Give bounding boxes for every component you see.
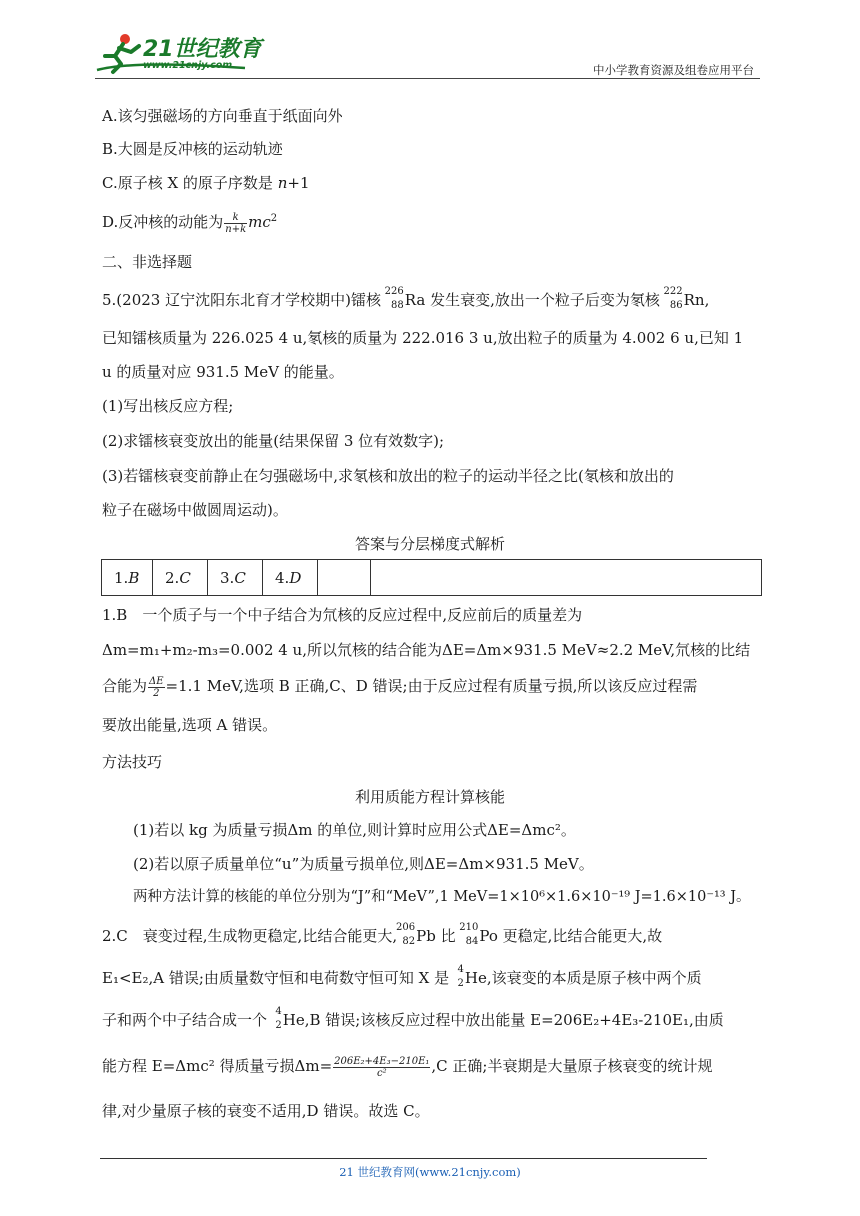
header-divider (95, 78, 760, 79)
answer-table (101, 559, 762, 596)
q5-part-1: (1)写出核反应方程; (102, 397, 234, 415)
header-tagline: 中小学教育资源及组卷应用平台 (593, 63, 754, 77)
fraction: $\frac{k}{n+k}$ (225, 211, 247, 235)
brand-name: 21世纪教育 (143, 37, 262, 62)
s2-line-4: 能方程 E=Δmc² 得质量亏损Δm= $\frac{\text{206E₂+4E₃−210E₁}}{\text{c²}}$ ,C 正确;半衰期是大量原子核衰变的统计规 (102, 1055, 713, 1079)
answer-cell-empty (318, 560, 371, 596)
s1-line-4: 要放出能量,选项 A 错误。 (102, 716, 278, 734)
nuclide-he: 4 2 (275, 1006, 282, 1031)
section-title: 二、非选择题 (102, 253, 193, 271)
q5-part-2: (2)求镭核衰变放出的能量(结果保留 3 位有效数字); (102, 432, 445, 450)
s2-line-5: 律,对少量原子核的衰变不适用,D 错误。故选 C。 (102, 1102, 430, 1120)
answer-cell: 2.C (153, 560, 208, 596)
option-a: A.该匀强磁场的方向垂直于纸面向外 (102, 107, 343, 125)
s2-line-2: E₁<E₂,A 错误;由质量数守恒和电荷数守恒可知 X 是 4 2 He,该衰变的本质是原子核中两个质 (102, 964, 702, 989)
option-c: C.原子核 X 的原子序数是 n+1 (102, 174, 310, 192)
s2-line-1: 2.C 衰变过程,生成物更稳定,比结合能更大, 206 82 Pb 比 210 84 Po 更稳定,比结合能更大,故 (102, 922, 663, 947)
option-d: D.反冲核的动能为 $\frac{k}{n+k}$ $mc^2$ (102, 211, 278, 235)
q5-line-3: u 的质量对应 931.5 MeV 的能量。 (102, 363, 344, 381)
method-title: 利用质能方程计算核能 (354, 788, 505, 806)
answer-cell: 4.D (263, 560, 318, 596)
q5-part-3: (3)若镭核衰变前静止在匀强磁场中,求氡核和放出的粒子的运动半径之比(氡核和放出的 (102, 467, 674, 485)
s2-line-3: 子和两个中子结合成一个 4 2 He,B 错误;该核反应过程中放出能量 E=206E₂+4E₃-210E₁,由质 (102, 1006, 724, 1031)
nuclide-po: 210 84 (459, 922, 479, 947)
q5-line-1: 5.(2023 辽宁沈阳东北育才学校期中)镭核 226 88 Ra 发生衰变,放出一个粒子后变为氡核 222 86 Rn, (102, 286, 710, 311)
fraction: $\frac{\Delta E}{2}$ (149, 675, 164, 699)
footer-link[interactable]: 21 世纪教育网(www.21cnjy.com) (339, 1165, 521, 1179)
nuclide-pb: 206 82 (396, 922, 416, 947)
method-item-2: (2)若以原子质量单位“u”为质量亏损单位,则ΔE=Δm×931.5 MeV。 (133, 855, 594, 873)
s1-line-2: Δm=m₁+m₂-m₃=0.002 4 u,所以氘核的结合能为ΔE=Δm×931.5 MeV≈2.2 MeV,氘核的比结 (102, 641, 751, 659)
q5-line-2: 已知镭核质量为 226.025 4 u,氡核的质量为 222.016 3 u,放出粒子的质量为 4.002 6 u,已知 1 (102, 329, 744, 347)
q5-part-3-cont: 粒子在磁场中做圆周运动)。 (102, 501, 288, 519)
answer-cell: 1.B (102, 560, 153, 596)
answer-cell: 3.C (208, 560, 263, 596)
option-b: B.大圆是反冲核的运动轨迹 (102, 140, 283, 158)
nuclide-ra: 226 88 (384, 286, 404, 311)
s1-line-3: 合能为 $\frac{\Delta E}{2}$ =1.1 MeV,选项 B 正确,C、D 错误;由于反应过程有质量亏损,所以该反应过程需 (102, 675, 698, 699)
s1-line-1: 1.B 一个质子与一个中子结合为氘核的反应过程中,反应前后的质量差为 (102, 606, 583, 624)
fraction: $\frac{\text{206E₂+4E₃−210E₁}}{\text{c²}}$ (334, 1055, 430, 1079)
nuclide-he: 4 2 (457, 964, 464, 989)
answer-cell-empty (371, 560, 762, 596)
method-item-1: (1)若以 kg 为质量亏损Δm 的单位,则计算时应用公式ΔE=Δmc²。 (133, 821, 576, 839)
page-header (95, 28, 760, 80)
nuclide-rn: 222 86 (663, 286, 683, 311)
method-item-3: 两种方法计算的核能的单位分别为“J”和“MeV”,1 MeV=1×10⁶×1.6×10⁻¹⁹ J=1.6×10⁻¹³ J。 (133, 889, 751, 905)
brand-url[interactable]: www.21cnjy.com (143, 60, 233, 71)
answer-title: 答案与分层梯度式解析 (354, 535, 505, 553)
method-label: 方法技巧 (102, 753, 163, 771)
footer-divider (100, 1158, 707, 1159)
